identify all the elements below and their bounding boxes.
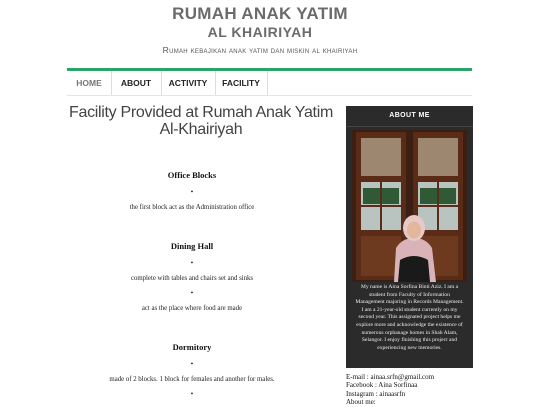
- facility-description: made of 2 blocks. 1 block for females and another for males.: [109, 376, 275, 383]
- contact-facebook: Facebook : Aina Sorfinaa: [346, 381, 418, 390]
- section-heading-dormitory: Dormitory: [172, 342, 212, 352]
- section-heading-office-blocks: Office Blocks: [167, 170, 217, 180]
- about-line: explore more and acknowledge the existence of: [356, 321, 463, 328]
- about-line: Management majoring in Records Management.: [355, 299, 464, 306]
- bullet-marker: •: [190, 289, 194, 297]
- bullet-marker: •: [190, 390, 194, 398]
- about-line: student from Faculty of Information: [369, 291, 450, 298]
- site-title-line2[interactable]: AL KHAIRIYAH: [207, 24, 313, 40]
- contact-info: [346, 373, 486, 407]
- facility-description: act as the place where food are made: [141, 305, 243, 312]
- contact-email: E-mail : ainaa.srfn@gmail.com: [346, 373, 435, 381]
- about-line: second year. This assignated project helps me: [358, 314, 461, 321]
- page-title: [67, 104, 335, 138]
- contact-instagram: Instagram : ainaasrfn: [346, 389, 406, 398]
- about-me-widget: [346, 106, 473, 368]
- bullet-marker: •: [190, 259, 194, 267]
- about-line: My name is Aina Sorfina Binti Aziz. I am a: [360, 284, 459, 290]
- facility-description: complete with tables and chairs set and sinks: [130, 275, 254, 282]
- about-me-title: ABOUT ME: [389, 112, 430, 119]
- widget-divider: [346, 126, 473, 127]
- bullet-marker: •: [190, 188, 194, 196]
- main-navigation: [67, 68, 472, 96]
- about-line: Selangor. I enjoy finishing this project and: [361, 337, 458, 344]
- page-title-line1: Facility Provided at Rumah Anak Yatim: [69, 104, 333, 121]
- about-line: numerous orphanage homes in Shah Alam,: [361, 329, 458, 336]
- site-header: [0, 0, 540, 68]
- about-line: I am a 21-year-old student currently on my: [361, 306, 458, 313]
- site-tagline: Rumah kebajikan anak yatim dan miskin al khairiyah: [162, 45, 358, 55]
- bullet-marker: •: [190, 360, 194, 368]
- contact-about: About me:: [346, 398, 376, 407]
- profile-photo-image: [352, 130, 467, 282]
- facility-description: the first block act as the Administration office: [129, 204, 255, 211]
- site-title[interactable]: [0, 4, 520, 42]
- section-heading-dining-hall: Dining Hall: [170, 241, 214, 251]
- nav-about[interactable]: ABOUT: [111, 71, 162, 95]
- nav-facility[interactable]: FACILITY: [215, 71, 268, 95]
- about-line: experiencing new memories.: [377, 344, 442, 351]
- nav-home[interactable]: HOME: [67, 71, 112, 95]
- site-title-line1[interactable]: RUMAH ANAK YATIM: [172, 4, 348, 23]
- nav-activity[interactable]: ACTIVITY: [161, 71, 216, 95]
- page-title-line2: Al-Khairiyah: [159, 121, 243, 138]
- profile-photo: [352, 130, 467, 282]
- about-me-text: [354, 284, 465, 352]
